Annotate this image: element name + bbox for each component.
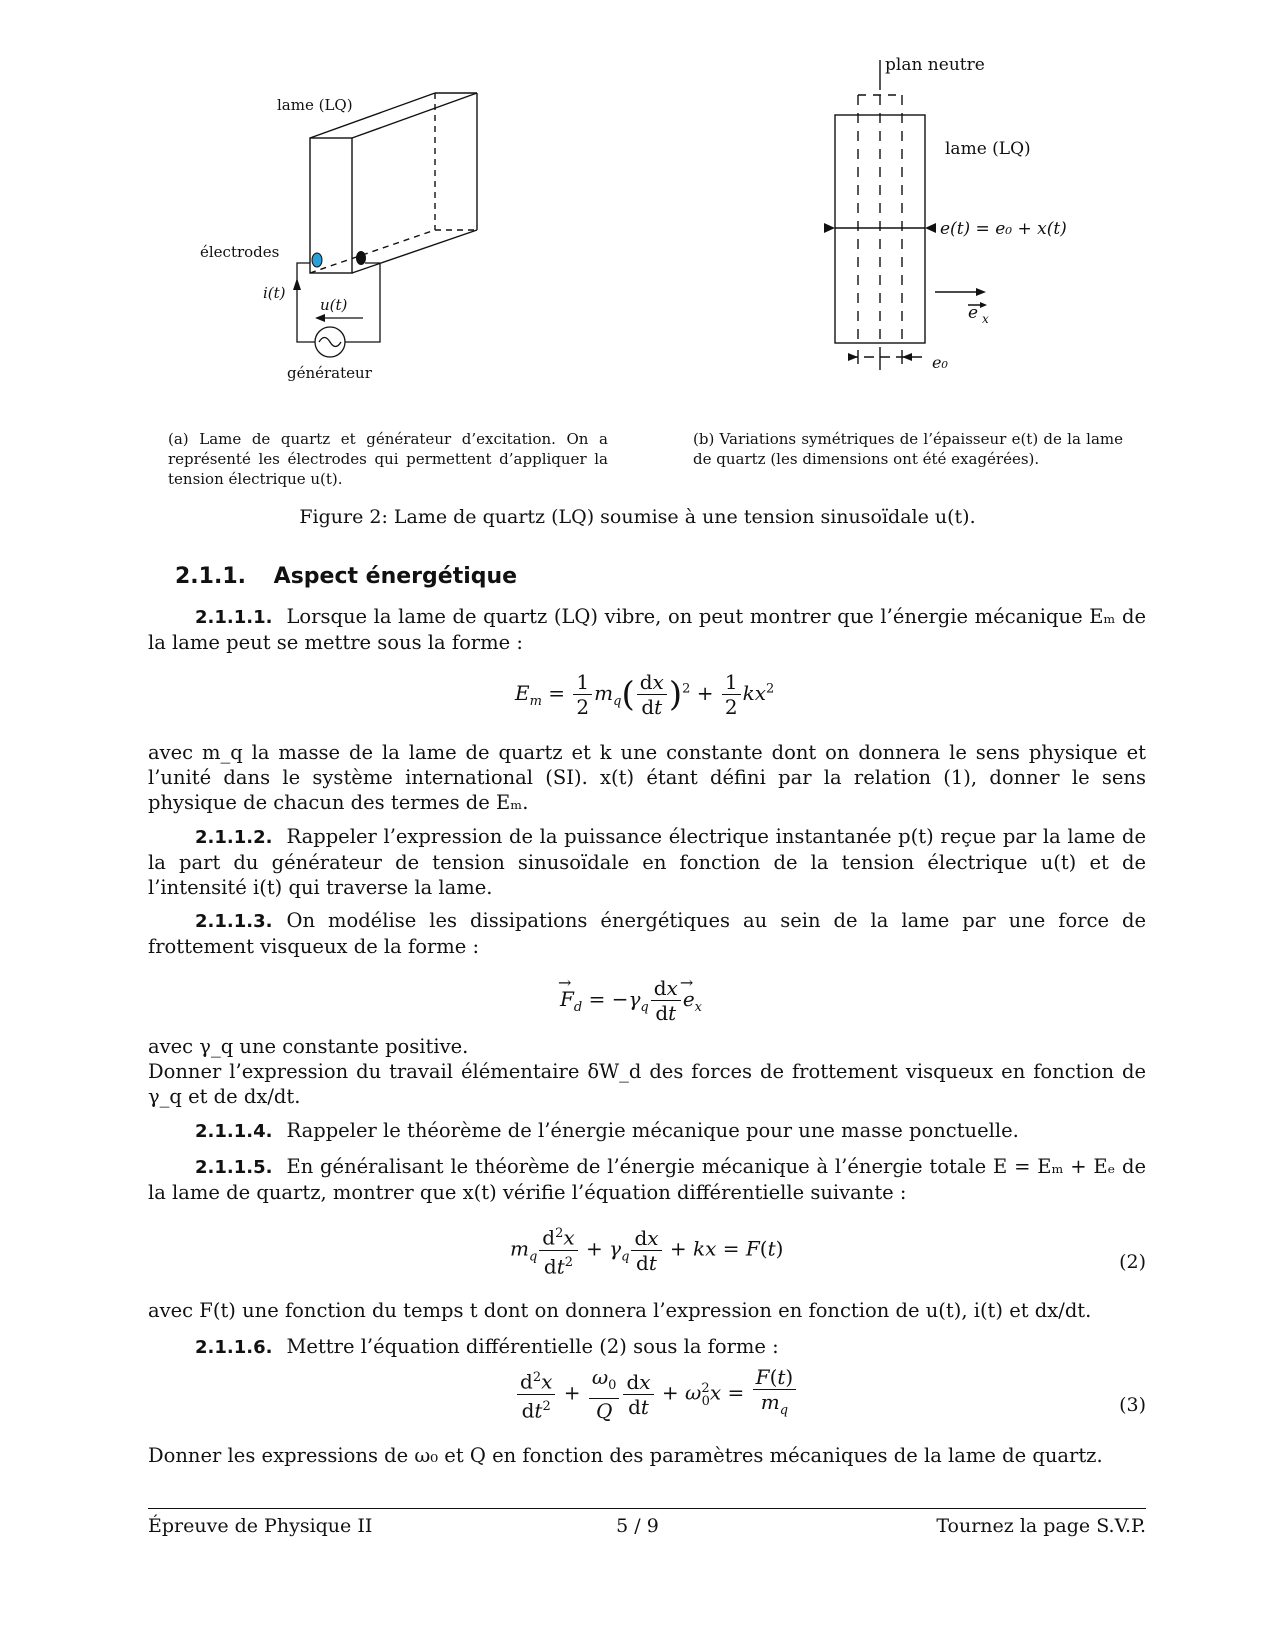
question-number: 2.1.1.5.	[195, 1157, 273, 1178]
label-thickness: e(t) = e₀ + x(t)	[940, 219, 1067, 239]
q5-continuation: avec F(t) une fonction du temps t dont on donnera l’expression en fonction de u(t), i(t) et dx/dt.	[148, 1299, 1092, 1322]
question-number: 2.1.1.4.	[195, 1121, 273, 1142]
left-thickness-arrow-icon	[824, 223, 835, 233]
equation-2: $m_q$ $\frac{d^2x}{dt^2}$ + $\gamma_q$ $\frac{dx}{dt}$ + kx = F(t)	[510, 1222, 783, 1278]
question-number: 2.1.1.2.	[195, 827, 273, 848]
label-generator: générateur	[287, 364, 372, 382]
label-voltage: u(t)	[320, 296, 348, 314]
right-thickness-arrow-icon	[925, 223, 936, 233]
q3-continuation-1: avec γ_q une constante positive.	[148, 1035, 469, 1058]
equation-energy: $E_m$ = $\frac{1}{2}$ $m_q$( $\frac{dx}{dt}$ )$^2$ + $\frac{1}{2}$ $kx^2$	[515, 670, 775, 719]
unit-vector-arrow-icon	[976, 288, 986, 296]
label-lame-b: lame (LQ)	[945, 139, 1031, 159]
question-2-1-1-1	[148, 604, 1146, 655]
label-unit-sub: x	[982, 312, 989, 326]
label-lame-a: lame (LQ)	[277, 96, 353, 114]
subcaption-a: (a) Lame de quartz et générateur d’excitation. On a représenté les électrodes qui permettent d’appliquer la tension électrique u(t).	[168, 430, 608, 488]
subcaption-b: (b) Variations symétriques de l’épaisseur e(t) de la lame de quartz (les dimensions ont été exagérées).	[693, 430, 1123, 468]
question-text: On modélise les dissipations énergétiques au sein de la lame par une force de frottement visqueux de la forme :	[148, 909, 1146, 958]
equation-number-2: (2)	[1119, 1251, 1146, 1273]
footer-right: Tournez la page S.V.P.	[936, 1515, 1146, 1537]
label-current: i(t)	[263, 284, 286, 302]
figure-b-thickness	[790, 50, 1100, 390]
label-unit-vector: e	[968, 303, 979, 323]
q3-continuation-2: Donner l’expression du travail élémentaire δW_d des forces de frottement visqueux en fonction de γ_q et de dx/dt.	[148, 1060, 1146, 1108]
question-2-1-1-5	[148, 1154, 1146, 1205]
q6-continuation: Donner les expressions de ω₀ et Q en fonction des paramètres mécaniques de la lame de quartz.	[148, 1444, 1103, 1467]
equation-3: $\frac{d^2x}{dt^2}$ + $\frac{\omega_0}{Q}$ $\frac{dx}{dt}$ + $\omega^2_0x$ = $\frac{F(t)}{m_q}$	[515, 1365, 798, 1423]
footer-left: Épreuve de Physique II	[148, 1515, 373, 1537]
voltage-arrow-icon	[315, 314, 325, 322]
e0-left-arrow-icon	[848, 353, 858, 361]
question-text: Rappeler l’expression de la puissance électrique instantanée p(t) reçue par la lame de la part du générateur de tension sinusoïdale en fonction de la tension électrique u(t) et de l’intensité i(t) qui traverse la lame.	[148, 825, 1146, 899]
question-2-1-1-6	[148, 1334, 1146, 1360]
current-arrow-icon	[293, 278, 301, 290]
section-title: Aspect énergétique	[273, 564, 518, 589]
e0-right-arrow-icon	[902, 353, 912, 361]
label-electrodes: électrodes	[200, 243, 280, 261]
footer-rule	[148, 1508, 1146, 1509]
page-number: 5 / 9	[616, 1515, 659, 1537]
question-text: Mettre l’équation différentielle (2) sous la forme :	[286, 1335, 779, 1358]
question-number: 2.1.1.1.	[195, 607, 273, 628]
question-text: Rappeler le théorème de l’énergie mécanique pour une masse ponctuelle.	[286, 1119, 1019, 1142]
label-e0: e₀	[932, 353, 948, 372]
question-number: 2.1.1.6.	[195, 1337, 273, 1358]
figure-caption: Figure 2: Lame de quartz (LQ) soumise à une tension sinusoïdale u(t).	[299, 506, 976, 528]
label-plan-neutre: plan neutre	[885, 55, 985, 75]
section-number: 2.1.1.	[175, 564, 246, 589]
question-2-1-1-2	[148, 824, 1146, 900]
question-2-1-1-3	[148, 908, 1146, 959]
unit-vector-small-arrow-icon	[980, 302, 987, 308]
figure-a-quartz-plate	[195, 50, 525, 390]
equation-friction: F → $_d = -\gamma_q$ $\frac{dx}{dt}$ e → $_x$	[558, 973, 703, 1025]
q1-continuation: avec m_q la masse de la lame de quartz et k une constante dont on donnera le sens physique et l’unité dans le système international (SI). x(t) étant défini par la relation (1), donner le sens physique de chacun des termes de Eₘ.	[148, 741, 1146, 814]
equation-number-3: (3)	[1119, 1394, 1146, 1416]
question-text: En généralisant le théorème de l’énergie mécanique à l’énergie totale E = Eₘ + Eₑ de la lame de quartz, montrer que x(t) vérifie l’équation différentielle suivante :	[148, 1155, 1146, 1204]
black-electrode	[356, 251, 366, 265]
question-text: Lorsque la lame de quartz (LQ) vibre, on peut montrer que l’énergie mécanique Eₘ de la lame peut se mettre sous la forme :	[148, 605, 1146, 654]
blue-electrode	[312, 253, 322, 267]
question-2-1-1-4	[148, 1118, 1146, 1144]
section-heading	[175, 564, 517, 589]
question-number: 2.1.1.3.	[195, 911, 273, 932]
